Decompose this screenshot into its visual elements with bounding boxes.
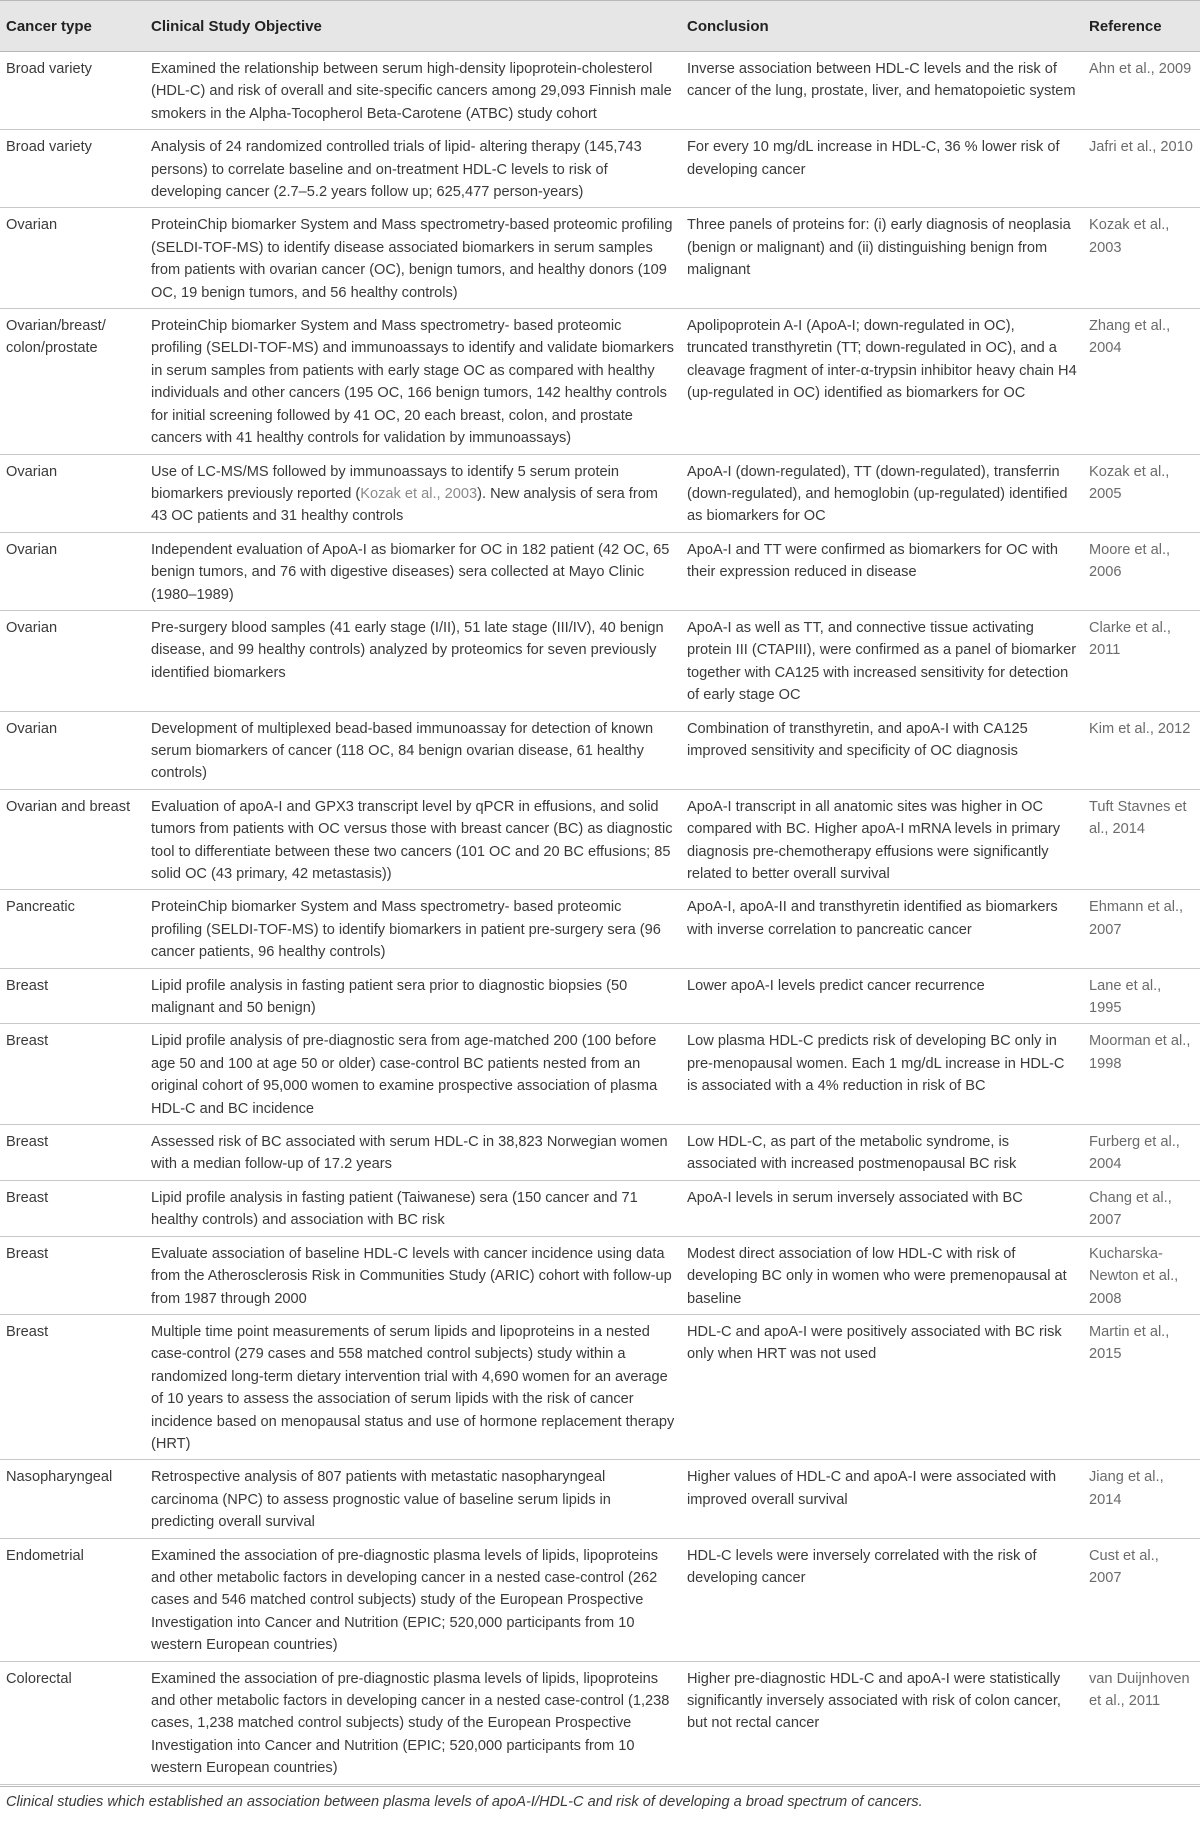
cell-reference-link[interactable]: Cust et al., 2007 bbox=[1083, 1538, 1200, 1661]
header-conclusion: Conclusion bbox=[681, 1, 1083, 52]
cell-conclusion: ApoA-I transcript in all anatomic sites was higher in OC compared with BC. Higher apoA-I mRNA levels in primary diagnosis pre-chemotherapy effusions were significantly related to better overall survival bbox=[681, 789, 1083, 890]
cell-conclusion: Lower apoA-I levels predict cancer recurrence bbox=[681, 968, 1083, 1024]
cell-objective: Examined the association of pre-diagnostic plasma levels of lipids, lipoproteins and other metabolic factors in developing cancer in a nested case-control (1,238 cases, 1,238 matched control subjects) study of the European Prospective Investigation into Cancer and Nutrition (EPIC; 520,000 participants from 10 western European countries) bbox=[145, 1661, 681, 1784]
cell-objective: Assessed risk of BC associated with serum HDL-C in 38,823 Norwegian women with a median follow-up of 17.2 years bbox=[145, 1125, 681, 1181]
cell-reference-link[interactable]: Clarke et al., 2011 bbox=[1083, 610, 1200, 711]
table-row bbox=[0, 890, 1200, 968]
cell-cancer-type: Ovarian bbox=[0, 711, 145, 789]
cell-objective: Retrospective analysis of 807 patients with metastatic nasopharyngeal carcinoma (NPC) to assess prognostic value of baseline serum lipids in predicting overall survival bbox=[145, 1460, 681, 1538]
cell-conclusion: Low HDL-C, as part of the metabolic syndrome, is associated with increased postmenopausal BC risk bbox=[681, 1125, 1083, 1181]
cell-objective: Analysis of 24 randomized controlled trials of lipid- altering therapy (145,743 persons) to correlate baseline and on-treatment HDL-C levels to risk of developing cancer (2.7–5.2 years follow up; 625,477 person-years) bbox=[145, 130, 681, 208]
table-row bbox=[0, 1180, 1200, 1236]
cell-objective: ProteinChip biomarker System and Mass spectrometry-based proteomic profiling (SELDI-TOF-MS) to identify disease associated biomarkers in serum samples from patients with ovarian cancer (OC), benign tumors, and healthy donors (109 OC, 19 benign tumors, and 56 healthy controls) bbox=[145, 208, 681, 309]
cell-reference-link[interactable]: Jiang et al., 2014 bbox=[1083, 1460, 1200, 1538]
cell-cancer-type: Broad variety bbox=[0, 52, 145, 130]
cell-cancer-type: Ovarian and breast bbox=[0, 789, 145, 890]
table-row bbox=[0, 454, 1200, 532]
cell-cancer-type: Breast bbox=[0, 1024, 145, 1125]
cell-reference-link[interactable]: Moore et al., 2006 bbox=[1083, 532, 1200, 610]
cell-reference-link[interactable]: Moorman et al., 1998 bbox=[1083, 1024, 1200, 1125]
table-row bbox=[0, 532, 1200, 610]
cell-reference-link[interactable]: Kozak et al., 2003 bbox=[1083, 208, 1200, 309]
cell-reference-link[interactable]: Kucharska-Newton et al., 2008 bbox=[1083, 1236, 1200, 1314]
table-body bbox=[0, 52, 1200, 1785]
cell-conclusion: ApoA-I levels in serum inversely associated with BC bbox=[681, 1180, 1083, 1236]
cell-objective: ProteinChip biomarker System and Mass spectrometry- based proteomic profiling (SELDI-TOF-MS) to identify biomarkers in patient pre-surgery sera (96 cancer patients, 96 healthy controls) bbox=[145, 890, 681, 968]
cell-conclusion: Combination of transthyretin, and apoA-I with CA125 improved sensitivity and specificity of OC diagnosis bbox=[681, 711, 1083, 789]
cell-objective: ProteinChip biomarker System and Mass spectrometry- based proteomic profiling (SELDI-TOF-MS) and immunoassays to identify and validate biomarkers in serum samples from patients with early stage OC as compared with healthy individuals and other cancers (195 OC, 166 benign tumors, 142 healthy controls for initial screening followed by 41 OC, 20 each breast, colon, and prostate cancers with 41 healthy controls for validation by immunoassays) bbox=[145, 309, 681, 454]
cell-objective: Development of multiplexed bead-based immunoassay for detection of known serum biomarkers of cancer (118 OC, 84 benign ovarian disease, 61 healthy controls) bbox=[145, 711, 681, 789]
cell-reference-link[interactable]: Zhang et al., 2004 bbox=[1083, 309, 1200, 454]
table-row bbox=[0, 968, 1200, 1024]
cell-reference-link[interactable]: Furberg et al., 2004 bbox=[1083, 1125, 1200, 1181]
cell-conclusion: ApoA-I and TT were confirmed as biomarkers for OC with their expression reduced in disease bbox=[681, 532, 1083, 610]
table-row bbox=[0, 208, 1200, 309]
inline-reference-link[interactable]: Kozak et al., 2003 bbox=[360, 485, 478, 502]
table-row bbox=[0, 130, 1200, 208]
cell-objective: Independent evaluation of ApoA-I as biomarker for OC in 182 patient (42 OC, 65 benign tumors, and 76 with digestive diseases) sera collected at Mayo Clinic (1980–1989) bbox=[145, 532, 681, 610]
table-row bbox=[0, 1024, 1200, 1125]
cell-cancer-type: Pancreatic bbox=[0, 890, 145, 968]
cell-conclusion: Low plasma HDL-C predicts risk of developing BC only in pre-menopausal women. Each 1 mg/dL increase in HDL-C is associated with a 4% reduction in risk of BC bbox=[681, 1024, 1083, 1125]
objective-text-part: Use of LC-MS/MS followed by immunoassays to identify 5 serum protein biomarkers previously reported ( bbox=[151, 463, 619, 502]
objective-text-part: ). New analysis of sera from 43 OC patients and 31 healthy controls bbox=[151, 485, 658, 525]
cell-cancer-type: Ovarian bbox=[0, 454, 145, 532]
table-row bbox=[0, 610, 1200, 711]
table-row bbox=[0, 1661, 1200, 1784]
cell-cancer-type: Ovarian bbox=[0, 610, 145, 711]
cell-reference-link[interactable]: Chang et al., 2007 bbox=[1083, 1180, 1200, 1236]
cell-objective: Lipid profile analysis in fasting patient (Taiwanese) sera (150 cancer and 71 healthy controls) and association with BC risk bbox=[145, 1180, 681, 1236]
table-row bbox=[0, 1125, 1200, 1181]
cell-reference-link[interactable]: Ahn et al., 2009 bbox=[1083, 52, 1200, 130]
cell-objective: Multiple time point measurements of serum lipids and lipoproteins in a nested case-control (279 cases and 558 matched control subjects) study within a randomized long-term dietary intervention trial with 4,690 women for an average of 10 years to assess the association of serum lipids with the risk of cancer incidence based on menopausal status and use of hormone replacement therapy (HRT) bbox=[145, 1314, 681, 1459]
header-row bbox=[0, 1, 1200, 52]
header-reference: Reference bbox=[1083, 1, 1200, 52]
cell-conclusion: Modest direct association of low HDL-C with risk of developing BC only in women who were premenopausal at baseline bbox=[681, 1236, 1083, 1314]
cell-cancer-type: Endometrial bbox=[0, 1538, 145, 1661]
table-row bbox=[0, 1538, 1200, 1661]
cell-cancer-type: Breast bbox=[0, 1125, 145, 1181]
table-header bbox=[0, 1, 1200, 52]
cell-conclusion: HDL-C and apoA-I were positively associated with BC risk only when HRT was not used bbox=[681, 1314, 1083, 1459]
cell-conclusion: Inverse association between HDL-C levels and the risk of cancer of the lung, prostate, liver, and hematopoietic system bbox=[681, 52, 1083, 130]
cell-reference-link[interactable]: Kozak et al., 2005 bbox=[1083, 454, 1200, 532]
cell-conclusion: ApoA-I as well as TT, and connective tissue activating protein III (CTAPIII), were confirmed as a panel of biomarker together with CA125 with increased sensitivity for detection of early stage OC bbox=[681, 610, 1083, 711]
header-objective: Clinical Study Objective bbox=[145, 1, 681, 52]
table-row bbox=[0, 711, 1200, 789]
cell-reference-link[interactable]: Martin et al., 2015 bbox=[1083, 1314, 1200, 1459]
cell-objective: Evaluate association of baseline HDL-C levels with cancer incidence using data from the Atherosclerosis Risk in Communities Study (ARIC) cohort with follow-up from 1987 through 2000 bbox=[145, 1236, 681, 1314]
table-row bbox=[0, 1460, 1200, 1538]
cell-objective: Examined the association of pre-diagnostic plasma levels of lipids, lipoproteins and other metabolic factors in developing cancer in a nested case-control (262 cases and 546 matched control subjects) study of the European Prospective Investigation into Cancer and Nutrition (EPIC; 520,000 participants from 10 western European countries) bbox=[145, 1538, 681, 1661]
cell-conclusion: Apolipoprotein A-I (ApoA-I; down-regulated in OC), truncated transthyretin (TT; down-regulated in OC), and a cleavage fragment of inter-α-trypsin inhibitor heavy chain H4 (up-regulated in OC) identified as biomarkers for OC bbox=[681, 309, 1083, 454]
cell-conclusion: Higher values of HDL-C and apoA-I were associated with improved overall survival bbox=[681, 1460, 1083, 1538]
cell-cancer-type: Ovarian bbox=[0, 532, 145, 610]
table-row bbox=[0, 309, 1200, 454]
cell-objective: Evaluation of apoA-I and GPX3 transcript level by qPCR in effusions, and solid tumors from patients with OC versus those with breast cancer (BC) as diagnostic tool to differentiate between these two cancers (101 OC and 20 BC effusions; 85 solid OC (43 primary, 42 metastasis)) bbox=[145, 789, 681, 890]
cell-cancer-type: Nasopharyngeal bbox=[0, 1460, 145, 1538]
cell-conclusion: ApoA-I, apoA-II and transthyretin identified as biomarkers with inverse correlation to pancreatic cancer bbox=[681, 890, 1083, 968]
table-caption: Clinical studies which established an association between plasma levels of apoA-I/HDL-C and risk of developing a broad spectrum of cancers. bbox=[6, 1794, 923, 1810]
cell-objective: Pre-surgery blood samples (41 early stage (I/II), 51 late stage (III/IV), 40 benign disease, and 99 healthy controls) analyzed by proteomics for seven previously identified biomarkers bbox=[145, 610, 681, 711]
cell-objective: Lipid profile analysis of pre-diagnostic sera from age-matched 200 (100 before age 50 and 100 at age 50 or older) case-control BC patients nested from an original cohort of 95,000 women to examine prospective association of plasma HDL-C and BC incidence bbox=[145, 1024, 681, 1125]
cell-cancer-type: Broad variety bbox=[0, 130, 145, 208]
cell-conclusion: For every 10 mg/dL increase in HDL-C, 36 % lower risk of developing cancer bbox=[681, 130, 1083, 208]
cell-reference-link[interactable]: Kim et al., 2012 bbox=[1083, 711, 1200, 789]
cell-conclusion: ApoA-I (down-regulated), TT (down-regulated), transferrin (down-regulated), and hemoglobin (up-regulated) identified as biomarkers for OC bbox=[681, 454, 1083, 532]
cell-objective: Examined the relationship between serum high-density lipoprotein-cholesterol (HDL-C) and risk of overall and site-specific cancers among 29,093 Finnish male smokers in the Alpha-Tocopherol Beta-Carotene (ATBC) study cohort bbox=[145, 52, 681, 130]
caption-divider bbox=[0, 1786, 1200, 1787]
cell-reference-link[interactable]: Jafri et al., 2010 bbox=[1083, 130, 1200, 208]
cell-reference-link[interactable]: Tuft Stavnes et al., 2014 bbox=[1083, 789, 1200, 890]
cell-cancer-type: Breast bbox=[0, 1314, 145, 1459]
cell-conclusion: Three panels of proteins for: (i) early diagnosis of neoplasia (benign or malignant) and (ii) distinguishing benign from malignant bbox=[681, 208, 1083, 309]
cell-objective: Lipid profile analysis in fasting patient sera prior to diagnostic biopsies (50 malignant and 50 benign) bbox=[145, 968, 681, 1024]
header-cancer-type: Cancer type bbox=[0, 1, 145, 52]
table-row bbox=[0, 52, 1200, 130]
cell-reference-link[interactable]: Ehmann et al., 2007 bbox=[1083, 890, 1200, 968]
cell-cancer-type: Breast bbox=[0, 1236, 145, 1314]
cell-objective bbox=[145, 454, 681, 532]
cell-conclusion: HDL-C levels were inversely correlated with the risk of developing cancer bbox=[681, 1538, 1083, 1661]
cell-cancer-type: Breast bbox=[0, 968, 145, 1024]
cell-cancer-type: Ovarian bbox=[0, 208, 145, 309]
cell-reference-link[interactable]: Lane et al., 1995 bbox=[1083, 968, 1200, 1024]
cell-cancer-type: Colorectal bbox=[0, 1661, 145, 1784]
cell-reference-link[interactable]: van Duijnhoven et al., 2011 bbox=[1083, 1661, 1200, 1784]
cell-cancer-type: Ovarian/breast/ colon/prostate bbox=[0, 309, 145, 454]
cell-conclusion: Higher pre-diagnostic HDL-C and apoA-I were statistically significantly inversely associated with risk of colon cancer, but not rectal cancer bbox=[681, 1661, 1083, 1784]
table-row bbox=[0, 789, 1200, 890]
table-row bbox=[0, 1236, 1200, 1314]
table-row bbox=[0, 1314, 1200, 1459]
cell-cancer-type: Breast bbox=[0, 1180, 145, 1236]
